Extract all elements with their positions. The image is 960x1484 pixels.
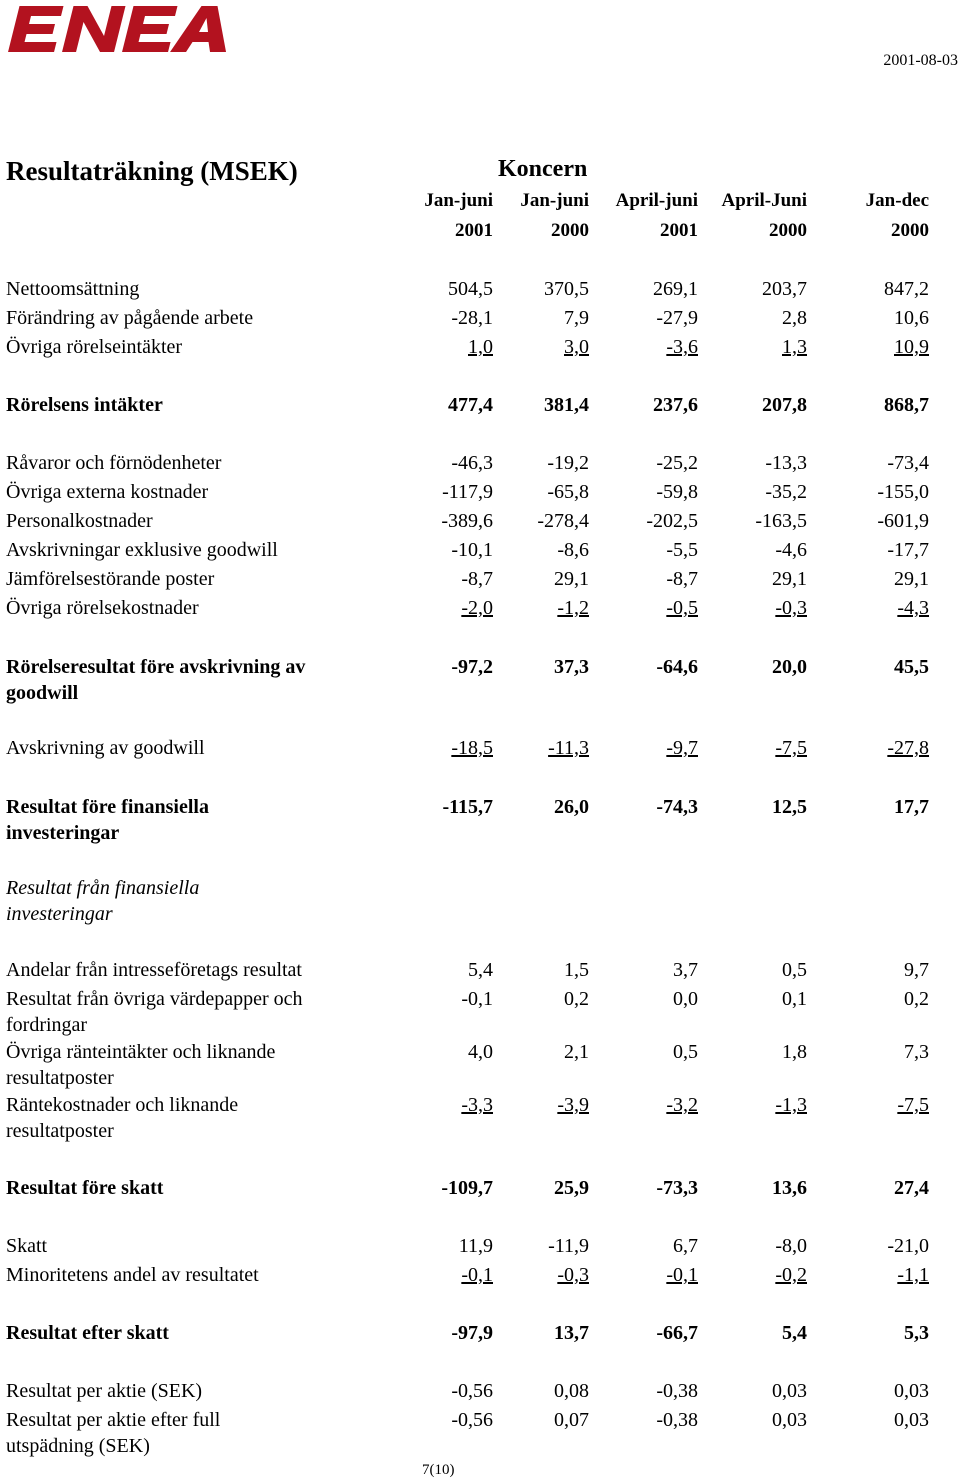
row-value: 5,4 [782,1322,807,1344]
row-label: Resultat från övriga värdepapper och fordringar [6,988,303,1036]
row-value: 1,3 [782,336,807,358]
row-value: 0,03 [894,1409,929,1431]
row-value: 504,5 [448,278,493,300]
row-label: Resultat per aktie (SEK) [6,1380,203,1402]
row-value: -202,5 [646,510,698,532]
row-value: 847,2 [884,278,929,300]
row-label: Avskrivning av goodwill [6,737,205,759]
row-value: 370,5 [544,278,589,300]
column-header-period: Jan-dec [865,190,929,211]
row-label: Personalkostnader [6,510,153,532]
row-label: Andelar från intresseföretags resultat [6,959,302,981]
row-value: 0,5 [782,959,807,981]
row-value: 9,7 [904,959,929,981]
row-value: -28,1 [451,307,493,329]
row-value: 37,3 [554,656,589,678]
section-heading: Resultat från finansiella investeringar [6,877,200,925]
row-value: -0,1 [666,1264,698,1286]
row-value: -1,3 [775,1094,807,1116]
row-value: 27,4 [894,1177,929,1199]
row-label: Övriga externa kostnader [6,481,209,503]
row-value: 29,1 [554,568,589,590]
row-label: Resultat efter skatt [6,1322,169,1344]
group-label: Koncern [498,156,588,182]
row-value: 0,5 [673,1041,698,1063]
row-value: -8,7 [666,568,698,590]
row-value: 4,0 [468,1041,493,1063]
row-label: Rörelseresultat före avskrivning av goodwill [6,656,306,704]
row-value: 0,03 [772,1380,807,1402]
row-value: -7,5 [775,737,807,759]
row-value: 868,7 [884,394,929,416]
row-value: -10,1 [451,539,493,561]
row-value: -0,1 [461,1264,493,1286]
column-header-period: Jan-juni [424,190,493,211]
row-value: -0,5 [666,597,698,619]
row-value: 0,03 [894,1380,929,1402]
column-header-period: April-juni [615,190,698,211]
row-value: 203,7 [762,278,807,300]
row-label: Rörelsens intäkter [6,394,163,416]
row-label: Minoritetens andel av resultatet [6,1264,259,1286]
row-value: -2,0 [461,597,493,619]
row-value: 10,6 [894,307,929,329]
row-label: Resultat före finansiella investeringar [6,796,209,844]
row-label: Resultat per aktie efter full utspädning (SEK) [6,1409,221,1457]
row-value: -3,9 [557,1094,589,1116]
row-value: 13,7 [554,1322,589,1344]
row-value: 5,4 [468,959,493,981]
row-value: 0,2 [564,988,589,1010]
row-value: -11,9 [548,1235,589,1257]
row-label: Resultat före skatt [6,1177,164,1199]
row-label: Övriga rörelsekostnader [6,597,199,619]
row-value: -35,2 [765,481,807,503]
row-value: 11,9 [458,1235,493,1257]
row-label: Avskrivningar exklusive goodwill [6,539,278,561]
row-value: -4,3 [897,597,929,619]
row-value: -0,1 [461,988,493,1010]
row-value: 26,0 [554,796,589,818]
row-value: -1,1 [897,1264,929,1286]
row-value: -73,4 [887,452,929,474]
row-value: -3,6 [666,336,698,358]
row-value: -109,7 [441,1177,493,1199]
row-label: Förändring av pågående arbete [6,307,254,329]
row-value: -46,3 [451,452,493,474]
row-value: -65,8 [547,481,589,503]
row-value: -19,2 [547,452,589,474]
row-value: -5,5 [666,539,698,561]
row-value: -0,56 [451,1409,493,1431]
row-value: 0,0 [673,988,698,1010]
row-value: -8,7 [461,568,493,590]
row-label: Råvaror och förnödenheter [6,452,222,474]
row-value: -17,7 [887,539,929,561]
row-value: 20,0 [772,656,807,678]
report-date: 2001-08-03 [883,52,958,69]
row-value: 1,8 [782,1041,807,1063]
row-value: 25,9 [554,1177,589,1199]
row-value: -27,8 [887,737,929,759]
row-value: -9,7 [666,737,698,759]
row-value: 17,7 [894,796,929,818]
row-value: -278,4 [537,510,589,532]
row-value: -117,9 [442,481,493,503]
row-value: -11,3 [548,737,589,759]
row-value: 5,3 [904,1322,929,1344]
row-value: 2,1 [564,1041,589,1063]
row-value: -66,7 [656,1322,698,1344]
row-value: -0,38 [656,1380,698,1402]
row-value: -7,5 [897,1094,929,1116]
row-value: 0,03 [772,1409,807,1431]
column-header-year: 2001 [455,220,493,241]
row-value: 29,1 [772,568,807,590]
row-value: 0,2 [904,988,929,1010]
row-value: -155,0 [877,481,929,503]
row-value: 13,6 [772,1177,807,1199]
row-value: 477,4 [448,394,493,416]
row-value: -3,2 [666,1094,698,1116]
row-value: 269,1 [653,278,698,300]
page-number: 7(10) [422,1462,455,1478]
row-value: 45,5 [894,656,929,678]
row-value: -97,9 [451,1322,493,1344]
row-value: -18,5 [451,737,493,759]
row-value: 3,7 [673,959,698,981]
row-value: 0,08 [554,1380,589,1402]
row-label: Övriga ränteintäkter och liknande resultatposter [6,1041,276,1089]
row-value: -0,2 [775,1264,807,1286]
row-value: -64,6 [656,656,698,678]
row-value: -601,9 [877,510,929,532]
row-label: Nettoomsättning [6,278,140,300]
row-value: -0,56 [451,1380,493,1402]
row-value: 3,0 [564,336,589,358]
row-value: -0,3 [557,1264,589,1286]
row-value: 207,8 [762,394,807,416]
row-value: 237,6 [653,394,698,416]
column-header-year: 2001 [660,220,698,241]
row-value: -25,2 [656,452,698,474]
row-value: 2,8 [782,307,807,329]
column-header-year: 2000 [769,220,807,241]
row-value: -21,0 [887,1235,929,1257]
row-value: -59,8 [656,481,698,503]
row-label: Övriga rörelseintäkter [6,336,183,358]
row-value: 29,1 [894,568,929,590]
row-value: 0,1 [782,988,807,1010]
row-label: Skatt [6,1235,48,1257]
row-value: -3,3 [461,1094,493,1116]
row-value: 381,4 [544,394,589,416]
row-value: 6,7 [673,1235,698,1257]
row-value: -27,9 [656,307,698,329]
row-label: Räntekostnader och liknande resultatposter [6,1094,239,1142]
row-value: 1,5 [564,959,589,981]
row-value: -74,3 [656,796,698,818]
row-value: -73,3 [656,1177,698,1199]
row-value: 7,9 [564,307,589,329]
column-header-period: Jan-juni [520,190,589,211]
page-title: Resultaträkning (MSEK) [6,156,298,186]
row-label: Jämförelsestörande poster [6,568,215,590]
row-value: -0,38 [656,1409,698,1431]
row-value: -4,6 [775,539,807,561]
column-header-year: 2000 [551,220,589,241]
row-value: 7,3 [904,1041,929,1063]
row-value: -13,3 [765,452,807,474]
row-value: -97,2 [451,656,493,678]
row-value: 12,5 [772,796,807,818]
row-value: -115,7 [442,796,493,818]
row-value: -0,3 [775,597,807,619]
row-value: -1,2 [557,597,589,619]
row-value: -163,5 [755,510,807,532]
enea-logo [6,4,228,54]
row-value: -8,6 [557,539,589,561]
row-value: -389,6 [441,510,493,532]
column-header-year: 2000 [891,220,929,241]
row-value: 0,07 [554,1409,589,1431]
row-value: 1,0 [468,336,493,358]
row-value: -8,0 [775,1235,807,1257]
column-header-period: April-Juni [721,190,807,211]
row-value: 10,9 [894,336,929,358]
